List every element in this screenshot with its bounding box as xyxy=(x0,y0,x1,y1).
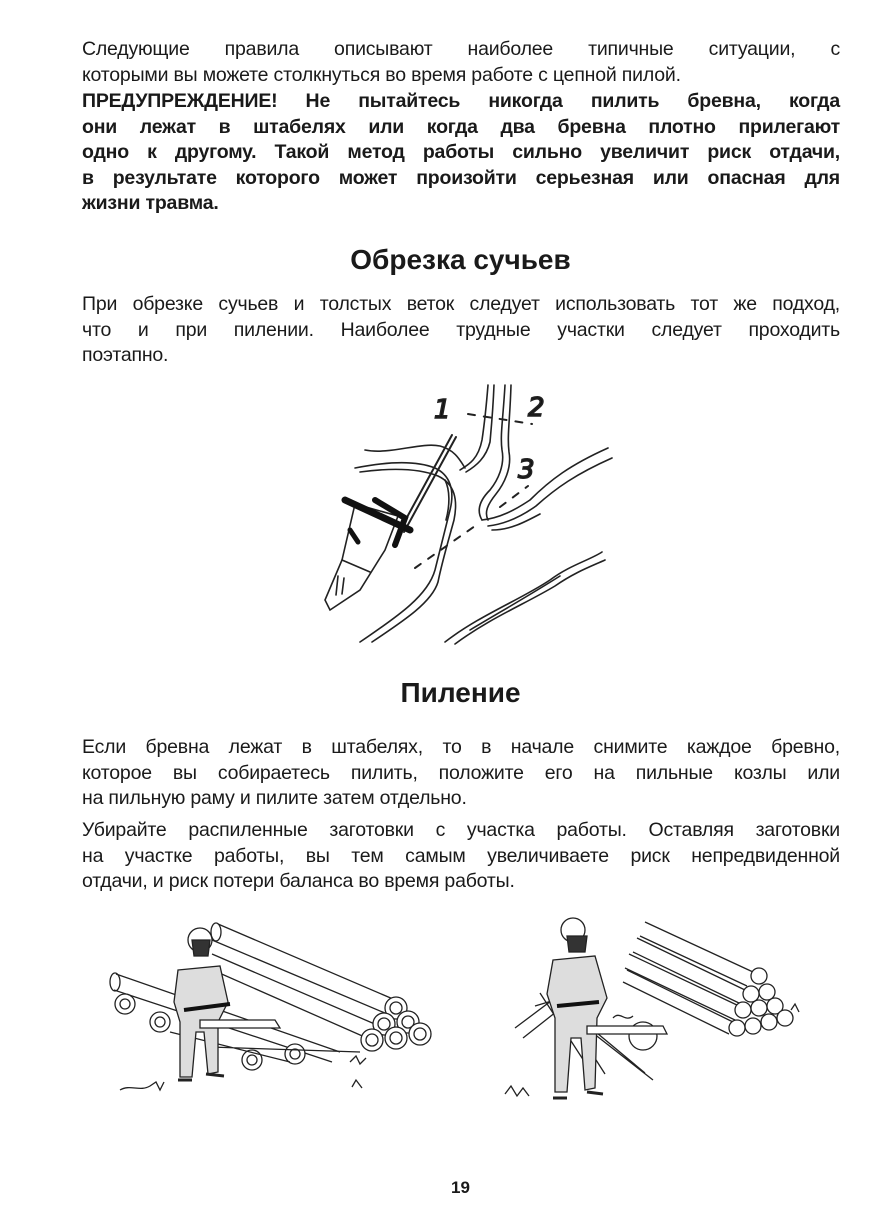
text-line: в результате которого может произойти серьезная или опасная для xyxy=(82,166,840,189)
text-line: Если бревна лежат в штабелях, то в начале снимите каждое бревно, xyxy=(82,736,840,758)
sawhorse-illustration xyxy=(495,908,805,1113)
intro-paragraph xyxy=(82,37,840,88)
limbing-paragraph xyxy=(82,292,840,369)
section-heading-limbing: Обрезка сучьев xyxy=(350,244,571,275)
text-line: что и при пилении. Наиболее трудные участки следует проходить xyxy=(82,318,840,341)
text-line: отдачи, и риск потери баланса во время работы. xyxy=(82,870,515,892)
text-line: При обрезке сучьев и толстых веток следует использовать тот же подход, xyxy=(82,293,840,315)
section-heading-sawing: Пиление xyxy=(400,677,521,708)
text-line: которое вы собираетесь пилить, положите его на пильные козлы или xyxy=(82,761,840,784)
text-line: Убирайте распиленные заготовки с участка работы. Оставляя заготовки xyxy=(82,819,840,841)
page-number: 19 xyxy=(451,1178,470,1197)
text-line: одно к другому. Такой метод работы сильно увеличит риск отдачи, xyxy=(82,141,840,163)
text-line: Следующие правила описывают наиболее типичные ситуации, с xyxy=(82,38,840,60)
warning-paragraph xyxy=(82,89,840,217)
text-line: поэтапно. xyxy=(82,344,169,366)
cut-label-2: 2 xyxy=(528,393,545,423)
sawing-paragraph-1 xyxy=(82,735,840,812)
text-line: ПРЕДУПРЕЖДЕНИЕ! Не пытайтесь никогда пилить бревна, когда xyxy=(82,90,840,112)
text-line: на участке работы, вы тем самым увеличиваете риск непредвиденной xyxy=(82,844,840,867)
text-line: на пильную раму и пилите затем отдельно. xyxy=(82,787,467,809)
text-line: жизни травма. xyxy=(82,192,219,214)
text-line: они лежат в штабелях или когда два бревна плотно прилегают xyxy=(82,115,840,138)
text-line: которыми вы можете столкнуться во время работе с цепной пилой. xyxy=(82,63,681,86)
cut-label-3: 3 xyxy=(518,455,535,485)
sawing-paragraph-2 xyxy=(82,818,840,895)
cut-label-1: 1 xyxy=(434,395,451,425)
stacked-logs-illustration xyxy=(100,912,460,1107)
limbing-illustration xyxy=(300,380,620,650)
